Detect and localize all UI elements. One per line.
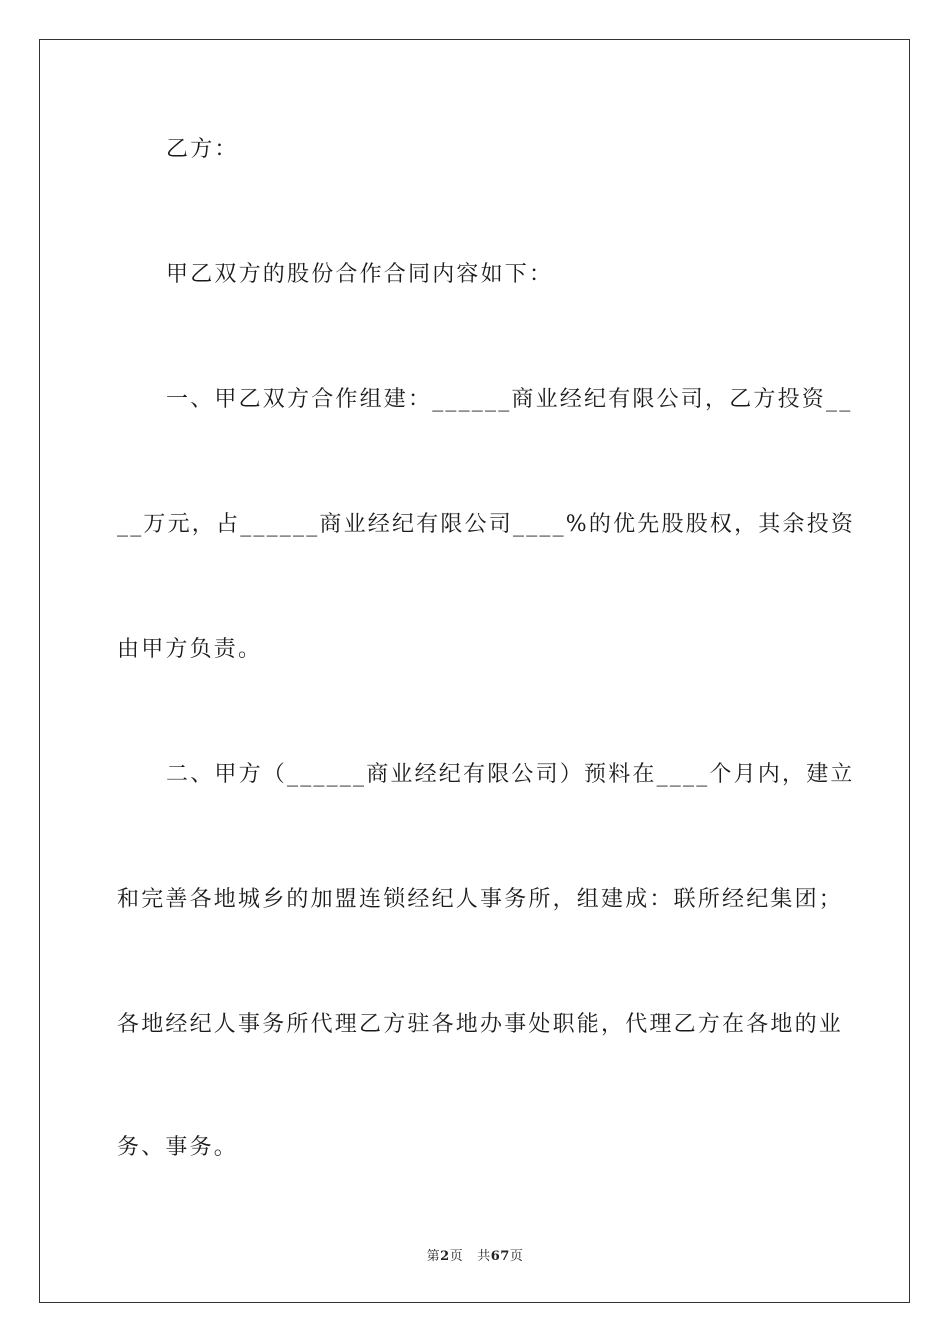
page-number: 2 [440,1249,450,1264]
clause-1-line-1: 一、甲乙双方合作组建：______商业经纪有限公司，乙方投资__ [166,387,853,412]
clause-1-line-2: __万元，占______商业经纪有限公司____%的优先股股权，其余投资 [117,512,856,537]
party-b-label: 乙方： [166,137,239,162]
clause-2-line-1: 二、甲方（______商业经纪有限公司）预料在____个月内，建立 [166,762,855,787]
clause-2-line-3: 各地经纪人事务所代理乙方驻各地办事处职能，代理乙方在各地的业 [117,1012,844,1037]
total-prefix: 共 [477,1249,491,1264]
page-suffix: 页 [449,1249,464,1264]
clause-2-line-2: 和完善各地城乡的加盟连锁经纪人事务所，组建成：联所经纪集团； [117,887,844,912]
contract-intro: 甲乙双方的股份合作合同内容如下： [166,262,554,287]
clause-2-line-4: 务、事务。 [117,1135,239,1160]
clause-1-line-3: 由甲方负责。 [117,637,263,662]
page-border [39,39,910,1303]
page-prefix: 第 [426,1249,441,1264]
total-pages: 67 [490,1249,510,1264]
page-footer [0,1245,950,1264]
total-suffix: 页 [509,1249,524,1264]
